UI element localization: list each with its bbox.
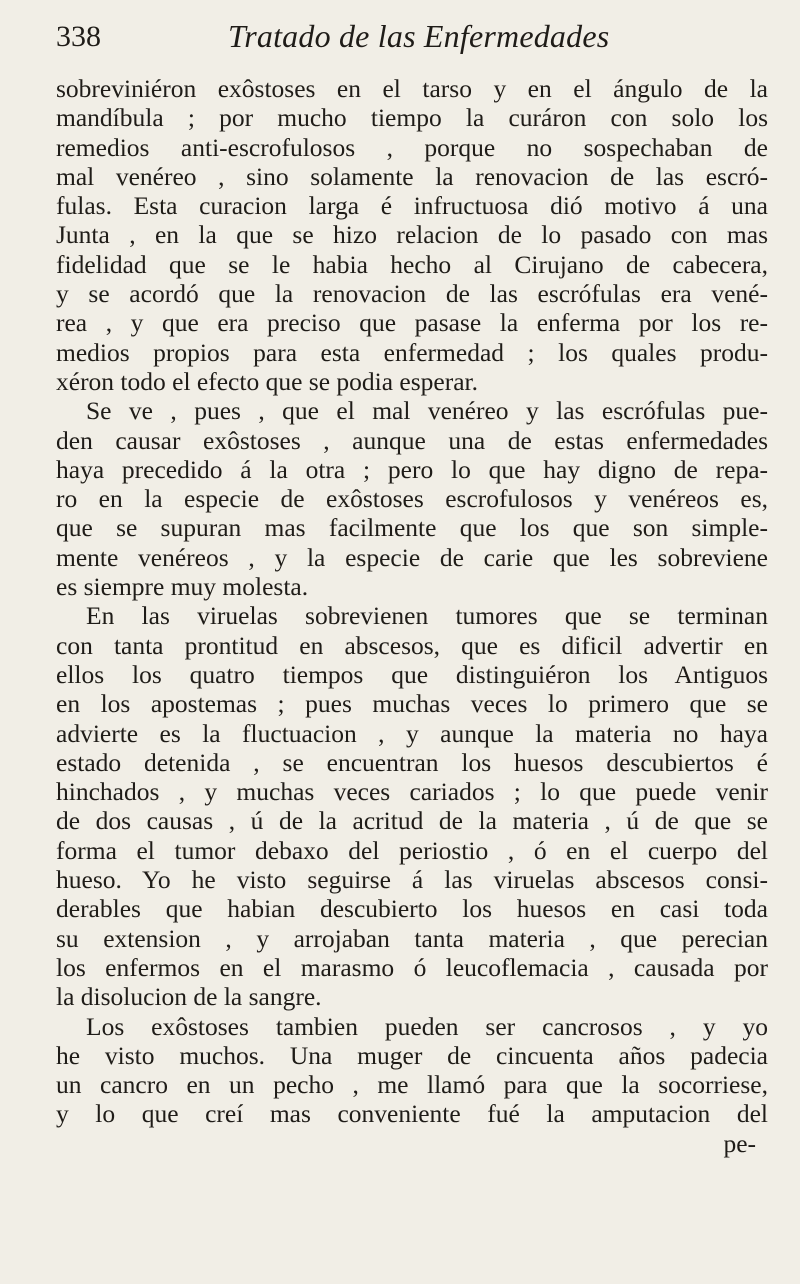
- text-line: es siempre muy molesta.: [56, 572, 309, 602]
- body-text: [56, 74, 768, 1158]
- text-line: fidelidad que se le habia hecho al Cirujano de cabecera,: [56, 249, 768, 279]
- text-line: su extension , y arrojaban tanta materia , que perecian: [56, 923, 768, 953]
- text-line: he visto muchos. Una muger de cincuenta años padecia: [56, 1040, 768, 1070]
- text-line: y se acordó que la renovacion de las escrófulas era vené-: [56, 279, 768, 309]
- text-line: xéron todo el efecto que se podia esperar.: [56, 366, 478, 396]
- text-line: den causar exôstoses , aunque una de estas enfermedades: [56, 425, 768, 455]
- text-line: hueso. Yo he visto seguirse á las viruelas abscesos consi-: [56, 865, 768, 895]
- text-line: ro en la especie de exôstoses escrofulosos y venéreos es,: [56, 484, 768, 514]
- text-line: mal venéreo , sino solamente la renovacion de las escró-: [56, 161, 768, 191]
- text-line: fulas. Esta curacion larga é infructuosa dió motivo á una: [56, 191, 768, 221]
- text-line: un cancro en un pecho , me llamó para que la socorriese,: [56, 1070, 768, 1100]
- text-line: rea , y que era preciso que pasase la enferma por los re-: [56, 308, 768, 338]
- text-line: derables que habian descubierto los huesos en casi toda: [56, 894, 768, 924]
- text-line: mandíbula ; por mucho tiempo la curáron con solo los: [56, 103, 768, 133]
- text-line: que se supuran mas facilmente que los que son simple-: [56, 513, 768, 543]
- text-line: en los apostemas ; pues muchas veces lo primero que se: [56, 689, 768, 719]
- text-line: ellos los quatro tiempos que distinguiéron los Antiguos: [56, 659, 768, 689]
- text-line: la disolucion de la sangre.: [56, 982, 322, 1012]
- text-line: forma el tumor debaxo del periostio , ó en el cuerpo del: [56, 835, 768, 865]
- text-line: Se ve , pues , que el mal venéreo y las escrófulas pue-: [86, 396, 768, 426]
- page-header: [50, 18, 750, 58]
- text-line: los enfermos en el marasmo ó leucoflemacia , causada por: [56, 952, 768, 982]
- text-line: con tanta prontitud en abscesos, que es dificil advertir en: [56, 630, 768, 660]
- text-line: medios propios para esta enfermedad ; los quales produ-: [56, 337, 768, 367]
- text-line: sobreviniéron exôstoses en el tarso y en el ángulo de la: [56, 74, 768, 103]
- text-line: Junta , en la que se hizo relacion de lo pasado con mas: [56, 220, 768, 250]
- text-line: remedios anti-escrofulosos , porque no sospechaban de: [56, 132, 768, 162]
- text-line: de dos causas , ú de la acritud de la materia , ú de que se: [56, 806, 768, 836]
- text-line: haya precedido á la otra ; pero lo que hay digno de repa-: [56, 454, 768, 484]
- running-title: Tratado de las Enfermedades: [228, 18, 610, 54]
- text-line: mente venéreos , y la especie de carie que les sobreviene: [56, 542, 768, 572]
- text-line: estado detenida , se encuentran los huesos descubiertos é: [56, 747, 768, 777]
- text-line: En las viruelas sobrevienen tumores que se terminan: [86, 601, 768, 631]
- catchword: pe-: [723, 1128, 756, 1158]
- text-line: advierte es la fluctuacion , y aunque la materia no haya: [56, 718, 768, 748]
- page-number: 338: [56, 20, 101, 53]
- text-line: hinchados , y muchas veces cariados ; lo que puede venir: [56, 777, 768, 807]
- text-line: Los exôstoses tambien pueden ser cancrosos , y yo: [86, 1011, 768, 1041]
- text-line: y lo que creí mas conveniente fué la amputacion del: [56, 1099, 768, 1129]
